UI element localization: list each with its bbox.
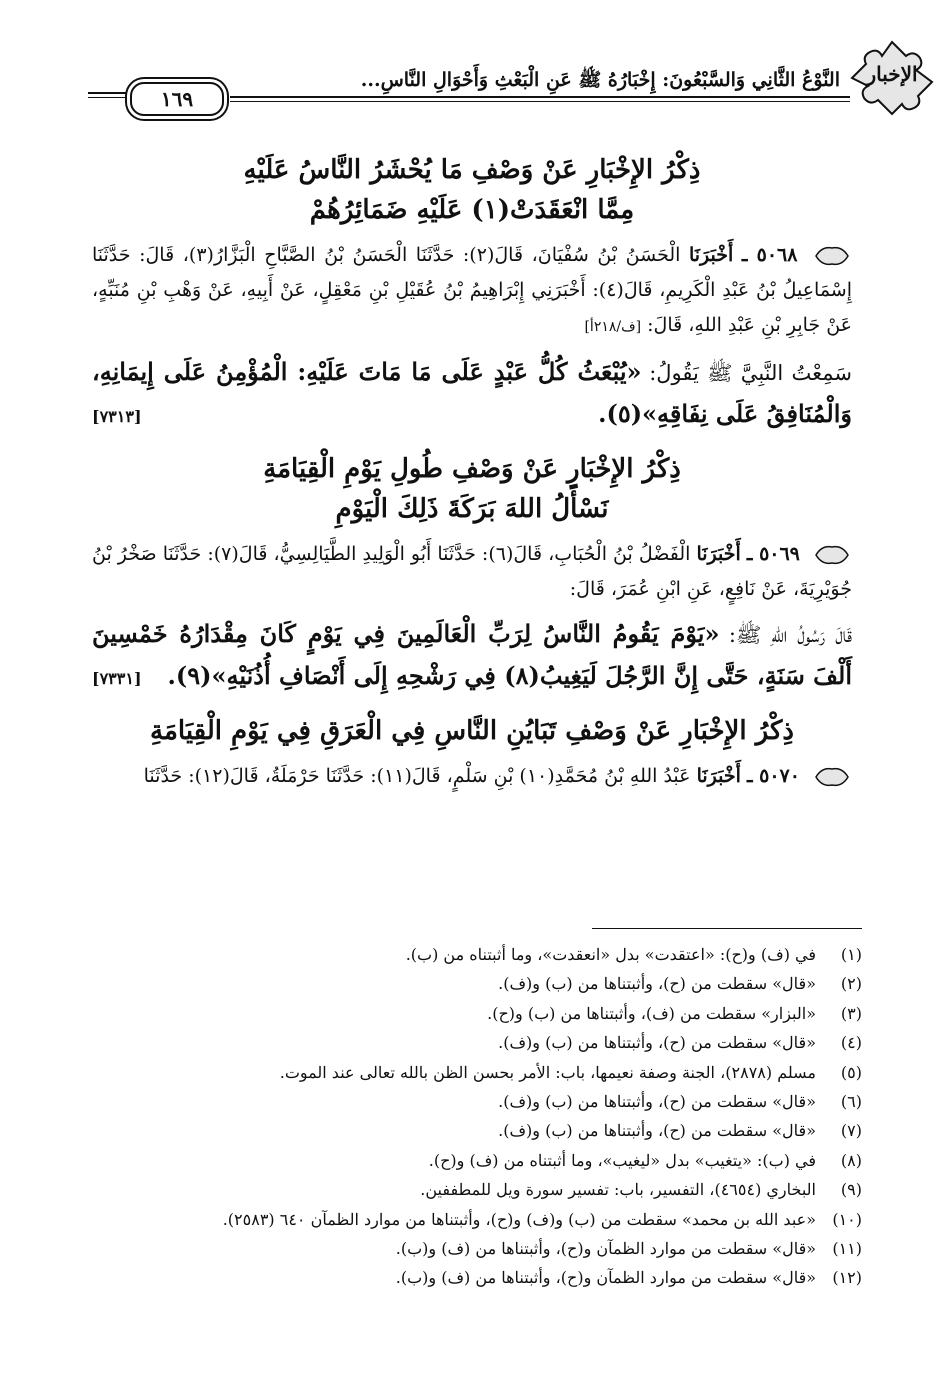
hadith-number: ٥٠٦٨ ـ <box>741 244 798 266</box>
footnotes <box>92 940 862 1293</box>
isnad-text: الْحَسَنُ بْنُ سُفْيَانَ، قَالَ(٢): حَدَّثَنَا الْحَسَنُ بْنُ الصَّبَّاحِ الْبَزَّارُ(٣)، قَالَ: حَدَّثَنَا إِسْمَاعِيلُ بْنُ عَبْدِ الْكَرِيمِ، قَالَ(٤): أَخْبَرَنِي إِبْرَاهِيمُ بْنُ عُقَيْلِ بْنِ مَعْقِلٍ، عَنْ أَبِيهِ، عَنْ وَهْبِ بْنِ مُنَبِّهٍ، عَنْ جَابِرِ بْنِ عَبْدِ اللهِ، قَالَ: <box>92 244 852 336</box>
page-header <box>78 38 936 118</box>
running-title: النَّوْعُ الثَّانِي وَالسَّبْعُونَ: إِخْبَارُهُ ﷺ عَنِ الْبَعْثِ وَأَحْوَالِ النَّاسِ... <box>360 69 840 91</box>
hadith-5068-matn <box>92 351 852 435</box>
khabar-marker-icon <box>812 765 852 789</box>
matn-intro: قَالَ رَسُولُ اللهِ ﷺ: <box>728 623 852 647</box>
section-heading: ذِكْرُ الإِخْبَارِ عَنْ وَصْفِ مَا يُحْشَرُ النَّاسُ عَلَيْهِ مِمَّا انْعَقَدَتْ(١) عَلَيْهِ ضَمَائِرُهُمْ <box>243 155 701 225</box>
akhbarana-label: أَخْبَرَنَا <box>696 543 741 565</box>
hadith-reference: [٧٣٣١] <box>92 669 142 688</box>
footnote: (١٢) «قال» سقطت من موارد الظمآن و(ح)، وأثبتناها من (ف) و(ب). <box>395 1268 862 1288</box>
footnote: (٦) «قال» سقطت من (ح)، وأثبتناها من (ب) و(ف). <box>498 1092 862 1112</box>
section-heading: ذِكْرُ الإِخْبَارِ عَنْ وَصْفِ طُولِ يَوْمِ الْقِيَامَةِ نَسْأَلُ اللهَ بَرَكَةَ ذَلِكَ الْيَوْمِ <box>263 454 681 524</box>
header-rule <box>230 96 850 102</box>
header-rule-left <box>88 92 126 98</box>
footnote-separator <box>592 928 862 929</box>
section-heading: ذِكْرُ الإِخْبَارِ عَنْ وَصْفِ تَبَايُنِ النَّاسِ فِي الْعَرَقِ فِي يَوْمِ الْقِيَامَةِ <box>150 716 794 746</box>
matn-text: «يُبْعَثُ كُلُّ عَبْدٍ عَلَى مَا مَاتَ عَلَيْهِ: الْمُؤْمِنُ عَلَى إِيمَانِهِ، وَالْمُنَافِقُ عَلَى نِفَاقِهِ»(٥). <box>92 357 852 428</box>
hadith-number: ٥٠٧٠ ـ <box>746 765 800 787</box>
footnote: (١) في (ف) و(ح): «اعتقدت» بدل «انعقدت»، وما أثبتناه من (ب). <box>405 945 862 964</box>
khabar-marker-icon <box>812 244 852 268</box>
footnote: (٩) البخاري (٤٦٥٤)، التفسير، باب: تفسير سورة ويل للمطففين. <box>420 1180 862 1200</box>
folio-mark: [ف/٢١٨أ] <box>584 319 642 335</box>
footnote: (٨) في (ب): «يتغيب» بدل «ليغيب»، وما أثبتناه من (ف) و(ح). <box>428 1150 862 1170</box>
isnad-text: الْفَضْلُ بْنُ الْحُبَابِ، قَالَ(٦): حَدَّثَنَا أَبُو الْوَلِيدِ الطَّيَالِسِيُّ، قَالَ(٧): حَدَّثَنَا صَخْرُ بْنُ جُوَيْرِيَةَ، عَنْ نَافِعٍ، عَنِ ابْنِ عُمَرَ، قَالَ: <box>92 543 852 600</box>
footnote: (٧) «قال» سقطت من (ح)، وأثبتناها من (ب) و(ف). <box>498 1121 862 1141</box>
footnote: (١١) «قال» سقطت من موارد الظمآن و(ح)، وأثبتناها من (ف) و(ب). <box>395 1239 862 1259</box>
akhbarana-label: أَخْبَرَنَا <box>688 244 734 266</box>
chapter-badge <box>848 38 936 118</box>
footnote: (٢) «قال» سقطت من (ح)، وأثبتناها من (ب) و(ف). <box>498 974 862 994</box>
footnote: (٤) «قال» سقطت من (ح)، وأثبتناها من (ب) و(ف). <box>498 1033 862 1053</box>
hadith-5070-isnad <box>92 759 852 794</box>
isnad-text: عَبْدُ اللهِ بْنُ مُحَمَّدِ(١٠) بْنِ سَلْمٍ، قَالَ(١١): حَدَّثَنَا حَرْمَلَةُ، قَالَ(١٢): حَدَّثَنَا <box>143 765 691 787</box>
khabar-marker-icon <box>812 543 852 567</box>
hadith-5069-matn <box>92 613 852 697</box>
hadith-5069-isnad <box>92 537 852 607</box>
footnote: (٥) مسلم (٢٨٧٨)، الجنة وصفة نعيمها، باب: الأمر بحسن الظن بالله تعالى عند الموت. <box>279 1062 862 1082</box>
footnote: (٣) «البزار» سقطت من (ف)، وأثبتناها من (ب) و(ح). <box>487 1003 862 1023</box>
hadith-reference: [٧٣١٣] <box>92 407 142 426</box>
badge-label: الإخبار <box>866 62 918 86</box>
page-number: ١٦٩ <box>130 82 224 116</box>
matn-intro: سَمِعْتُ النَّبِيَّ ﷺ يَقُولُ: <box>649 361 853 385</box>
hadith-number: ٥٠٦٩ ـ <box>746 543 800 565</box>
footnote: (١٠) «عبد الله بن محمد» سقطت من (ب) و(ف) و(ح)، وأثبتناها من موارد الظمآن ٦٤٠ (٢٥٨٣). <box>222 1209 862 1229</box>
akhbarana-label: أَخْبَرَنَا <box>696 765 741 787</box>
matn-text: «يَوْمَ يَقُومُ النَّاسُ لِرَبِّ الْعَالَمِينَ فِي يَوْمٍ كَانَ مِقْدَارُهُ خَمْسِينَ أَلْفَ سَنَةٍ، حَتَّى إِنَّ الرَّجُلَ لَيَغِيبُ(٨) فِي رَشْحِهِ إِلَى أَنْصَافِ أُذُنَيْهِ»(٩). <box>92 619 852 690</box>
main-text <box>92 150 852 794</box>
hadith-5068-isnad <box>92 238 852 345</box>
